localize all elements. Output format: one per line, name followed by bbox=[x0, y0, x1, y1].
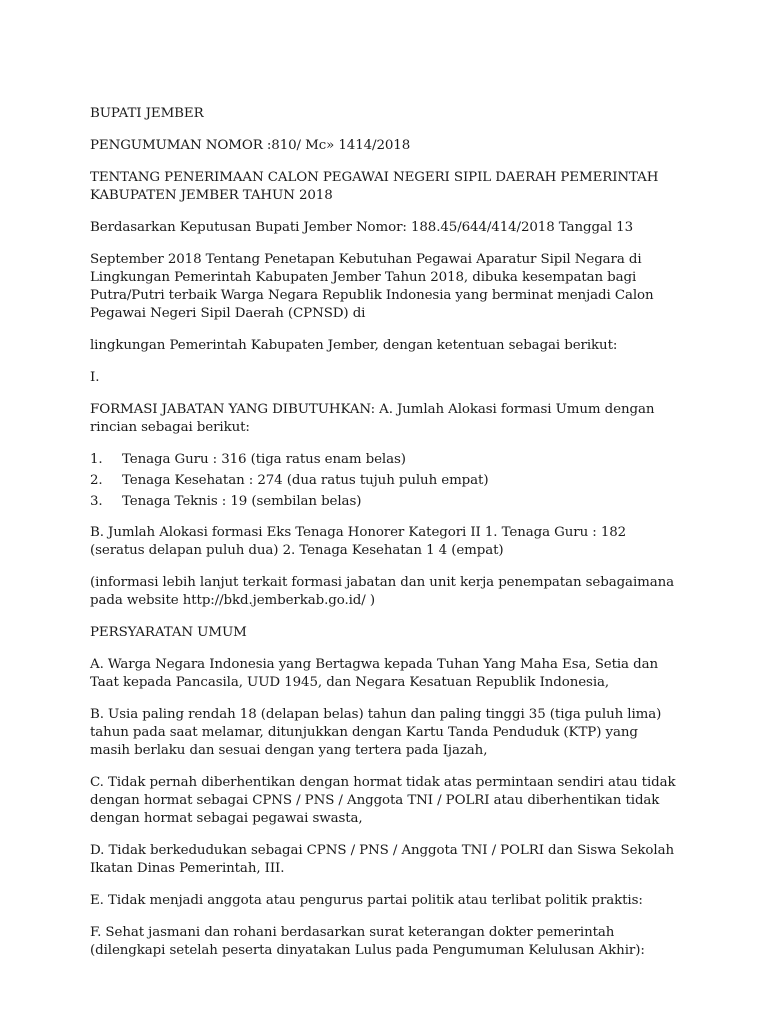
list-item bbox=[90, 493, 680, 511]
announcement-subject: TENTANG PENERIMAAN CALON PEGAWAI NEGERI SIPIL DAERAH PEMERINTAH KABUPATEN JEMBER TAHUN 2018 bbox=[90, 170, 659, 203]
list-text: Tenaga Teknis : 19 (sembilan belas) bbox=[122, 494, 362, 509]
formasi-list bbox=[90, 451, 680, 511]
list-item bbox=[90, 451, 680, 469]
formasi-b-paragraph: B. Jumlah Alokasi formasi Eks Tenaga Honorer Kategori II 1. Tenaga Guru : 182 (seratus delapan puluh dua) 2. Tenaga Kesehatan 1 4 (empat) bbox=[90, 525, 627, 558]
list-text: Tenaga Kesehatan : 274 (dua ratus tujuh puluh empat) bbox=[122, 473, 489, 488]
list-item bbox=[90, 472, 680, 490]
info-paragraph: (informasi lebih lanjut terkait formasi jabatan dan unit kerja penempatan sebagaimana pada website http://bkd.jemberkab.go.id/ ) bbox=[90, 575, 675, 608]
announcement-number: PENGUMUMAN NOMOR :810/ Mc» 1414/2018 bbox=[90, 138, 411, 153]
requirement-paragraph: C. Tidak pernah diberhentikan dengan hormat tidak atas permintaan sendiri atau tidak dengan hormat sebagai CPNS / PNS / Anggota TNI / POLRI atau diberhentikan tidak dengan hormat sebagai pegawai swasta, bbox=[90, 775, 676, 826]
list-text: Tenaga Guru : 316 (tiga ratus enam belas) bbox=[122, 452, 406, 467]
formasi-heading: FORMASI JABATAN YANG DIBUTUHKAN: A. Jumlah Alokasi formasi Umum dengan rincian sebagai berikut: bbox=[90, 402, 655, 435]
intro-paragraph: lingkungan Pemerintah Kabupaten Jember, dengan ketentuan sebagai berikut: bbox=[90, 338, 618, 353]
list-number: 1. bbox=[90, 452, 103, 467]
requirement-paragraph: B. Usia paling rendah 18 (delapan belas) tahun dan paling tinggi 35 (tiga puluh lima) tahun pada saat melamar, ditunjukkan dengan Kartu Tanda Penduduk (KTP) yang masih berlaku dan sesuai dengan yang tertera pada Ijazah, bbox=[90, 707, 662, 758]
list-number: 2. bbox=[90, 473, 103, 488]
document-page bbox=[90, 105, 680, 974]
intro-paragraph: Berdasarkan Keputusan Bupati Jember Nomor: 188.45/644/414/2018 Tanggal 13 bbox=[90, 220, 633, 235]
requirement-paragraph: D. Tidak berkedudukan sebagai CPNS / PNS / Anggota TNI / POLRI dan Siswa Sekolah Ikatan Dinas Pemerintah, III. bbox=[90, 843, 674, 876]
requirement-paragraph: E. Tidak menjadi anggota atau pengurus partai politik atau terlibat politik praktis: bbox=[90, 893, 643, 908]
requirement-paragraph: A. Warga Negara Indonesia yang Bertagwa kepada Tuhan Yang Maha Esa, Setia dan Taat kepada Pancasila, UUD 1945, dan Negara Kesatuan Republik Indonesia, bbox=[90, 657, 658, 690]
list-number: 3. bbox=[90, 494, 103, 509]
issuer-title: BUPATI JEMBER bbox=[90, 106, 204, 121]
persyaratan-heading: PERSYARATAN UMUM bbox=[90, 625, 247, 640]
section-number: I. bbox=[90, 370, 100, 385]
intro-paragraph: September 2018 Tentang Penetapan Kebutuhan Pegawai Aparatur Sipil Negara di Lingkungan Pemerintah Kabupaten Jember Tahun 2018, dibuka kesempatan bagi Putra/Putri terbaik Warga Negara Republik Indonesia yang berminat menjadi Calon Pegawai Negeri Sipil Daerah (CPNSD) di bbox=[90, 252, 654, 321]
requirement-paragraph: F. Sehat jasmani dan rohani berdasarkan surat keterangan dokter pemerintah (dilengkapi setelah peserta dinyatakan Lulus pada Pengumuman Kelulusan Akhir): bbox=[90, 925, 645, 958]
